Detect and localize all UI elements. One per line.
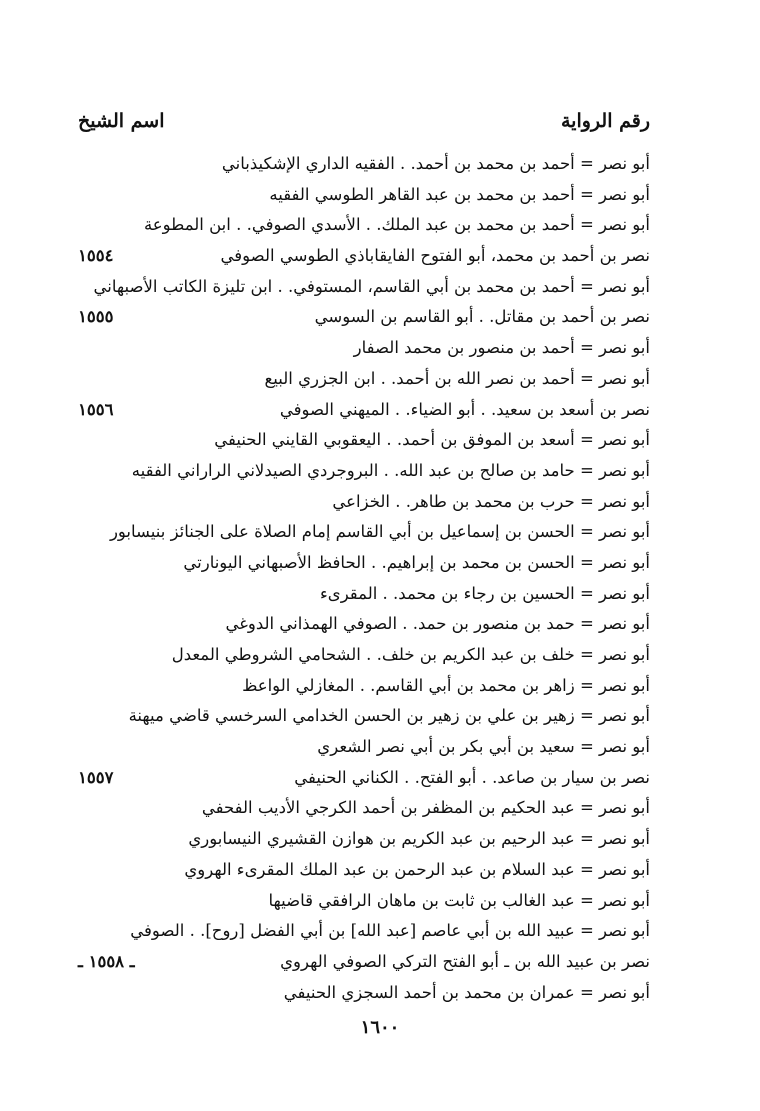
entry-number: ١٥٥٤ (78, 246, 114, 266)
entry-row (78, 763, 650, 794)
entry-name: أبو نصر = الحسن بن إسماعيل بن أبي القاسم إمام الصلاة على الجنائز بنيسابور (109, 522, 650, 542)
entry-row (78, 855, 650, 886)
entry-row (78, 333, 650, 364)
entry-row (78, 180, 650, 211)
entry-name: أبو نصر = أسعد بن الموفق بن أحمد. . اليعقوبي القايني الحنيفي (214, 430, 650, 450)
entry-row (78, 395, 650, 426)
entry-row (78, 609, 650, 640)
entry-row (78, 916, 650, 947)
narration-number-header: رقم الرواية (561, 110, 650, 132)
entry-name: أبو نصر = زاهر بن محمد بن أبي القاسم. . المغازلي الواعظ (242, 675, 650, 695)
entry-row (78, 824, 650, 855)
sheikh-name-header: اسم الشيخ (78, 110, 165, 132)
entry-name: أبو نصر = عبد الحكيم بن المظفر بن أحمد الكرجي الأديب الفحفي (201, 798, 650, 818)
entry-name: أبو نصر = حرب بن محمد بن طاهر. . الخزاعي (332, 491, 650, 511)
entry-row (78, 149, 650, 180)
entry-row (78, 241, 650, 272)
entry-row (78, 579, 650, 610)
entry-number: ١٥٥٦ (78, 399, 114, 419)
entry-name: أبو نصر = أحمد بن محمد بن أحمد. . الفقيه الداري الإشكيذباني (221, 154, 650, 173)
entry-row (78, 671, 650, 702)
entry-row (78, 487, 650, 518)
entry-row (78, 210, 650, 241)
entry-name: نصر بن سيار بن صاعد. . أبو الفتح. . الكناني الحنيفي (294, 767, 650, 787)
entry-row (78, 947, 650, 978)
entry-row (78, 548, 650, 579)
entry-name: أبو نصر = أحمد بن منصور بن محمد الصفار (353, 338, 650, 358)
entry-name: نصر بن عبيد الله بن ـ أبو الفتح التركي الصوفي الهروي (280, 951, 650, 971)
entry-name: أبو نصر = حمد بن منصور بن حمد. . الصوفي الهمذاني الدوغي (225, 614, 650, 634)
entry-row (78, 302, 650, 333)
entry-name: أبو نصر = عبد الغالب بن ثابت بن ماهان الرافقي قاضيها (268, 890, 650, 910)
entry-name: أبو نصر = عمران بن محمد بن أحمد السجزي الحنيفي (283, 982, 650, 1002)
entry-name: أبو نصر = الحسين بن رجاء بن محمد. . المقرىء (320, 583, 650, 603)
entry-row (78, 364, 650, 395)
entry-name: أبو نصر = عبد الرحيم بن عبد الكريم بن هوازن القشيري النيسابوري (188, 829, 650, 849)
entry-number: ـ ١٥٥٨ ـ (78, 951, 135, 971)
entry-row (78, 793, 650, 824)
entry-name: أبو نصر = أحمد بن نصر الله بن أحمد. . ابن الجزري البيع (264, 368, 650, 388)
entry-name: نصر بن أسعد بن سعيد. . أبو الضياء. . الميهني الصوفي (279, 399, 650, 419)
entry-name: أبو نصر = حامد بن صالح بن عبد الله. . البروجردي الصيدلاني الراراني الفقيه (131, 460, 650, 480)
column-headers (78, 104, 650, 138)
entries-list (78, 149, 650, 1008)
entry-row (78, 732, 650, 763)
entry-row (78, 517, 650, 548)
entry-name: أبو نصر = خلف بن عبد الكريم بن خلف. . الشحامي الشروطي المعدل (171, 645, 650, 664)
entry-row (78, 272, 650, 303)
page-number: ١٦٠٠ (360, 1017, 400, 1038)
entry-name: أبو نصر = زهير بن علي بن زهير بن الحسن الخدامي السرخسي قاضي ميهنة (128, 706, 650, 726)
entry-row (78, 640, 650, 671)
entry-name: أبو نصر = أحمد بن محمد بن أبي القاسم، المستوفي. . ابن تليزة الكاتب الأصبهاني (93, 276, 650, 296)
entry-name: نصر بن أحمد بن محمد، أبو الفتوح الفايقاباذي الطوسي الصوفي (220, 246, 650, 266)
entry-row (78, 456, 650, 487)
entry-number: ١٥٥٧ (78, 767, 114, 787)
entry-row (78, 425, 650, 456)
entry-name: أبو نصر = عبد السلام بن عبد الرحمن بن عبد الملك المقرىء الهروي (184, 859, 650, 879)
entry-name: أبو نصر = أحمد بن محمد بن عبد القاهر الطوسي الفقيه (269, 184, 650, 204)
entry-row (78, 701, 650, 732)
entry-name: أبو نصر = الحسن بن محمد بن إبراهيم. . الحافظ الأصبهاني اليونارتي (183, 552, 650, 572)
entry-number: ١٥٥٥ (78, 307, 114, 327)
entry-row (78, 886, 650, 917)
entry-name: نصر بن أحمد بن مقاتل. . أبو القاسم بن السوسي (314, 307, 650, 327)
entry-name: أبو نصر = أحمد بن محمد بن عبد الملك. . الأسدي الصوفي. . ابن المطوعة (143, 215, 650, 235)
entry-name: أبو نصر = سعيد بن أبي بكر بن أبي نصر الشعري (317, 737, 650, 757)
entry-name: أبو نصر = عبيد الله بن أبي عاصم [عبد الله] بن أبي الفضل [روح]. . الصوفي (130, 921, 650, 941)
entry-row (78, 978, 650, 1009)
